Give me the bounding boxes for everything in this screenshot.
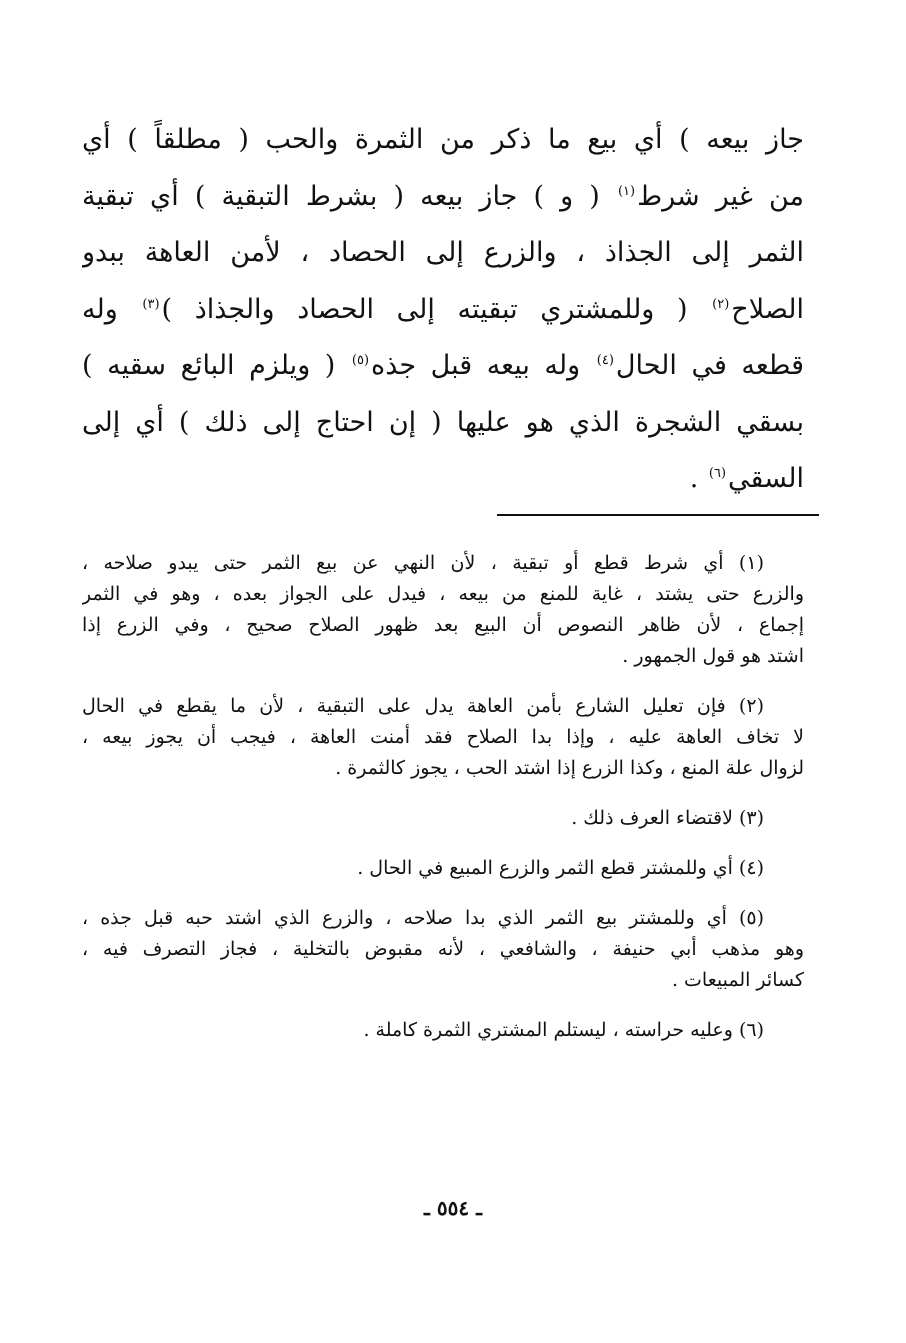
footnote-line: اشتد هو قول الجمهور .: [622, 645, 804, 667]
main-line: [82, 338, 804, 395]
footnote-line: إجماع ، لأن ظاهر النصوص أن البيع بعد ظهور الصلاح صحيح ، وفي الزرع إذا: [82, 614, 804, 636]
footnote-4: [82, 853, 804, 884]
main-line: [82, 112, 804, 169]
main-line-text: جاز بيعه ) أي بيع ما ذكر من الثمرة والحب ( مطلقاً ) أي: [82, 124, 804, 155]
footnote-marker-2: (٢): [712, 296, 730, 312]
main-line: [82, 451, 804, 508]
footnote-line: (٢) فإن تعليل الشارع بأمن العاهة يدل على التبقية ، لأن ما يقطع في الحال: [82, 695, 764, 717]
main-line: [82, 395, 804, 452]
footnotes: [82, 548, 804, 1046]
footnote-6: [82, 1015, 804, 1046]
main-line-text: .: [689, 463, 699, 494]
footnote-line: والزرع حتى يشتد ، غاية للمنع من بيعه ، فيدل على الجواز بعده ، وهو في الثمر: [82, 583, 804, 605]
main-line: [82, 169, 804, 226]
footnote-separator: [497, 514, 819, 516]
footnote-2: [82, 691, 804, 784]
footnote-line: (٤) أي وللمشتر قطع الثمر والزرع المبيع في الحال .: [357, 857, 764, 879]
main-line-text: وله بيعه قبل جذه: [371, 350, 581, 381]
main-line-text: من غير شرط: [637, 180, 804, 212]
footnote-marker-3: (٣): [142, 296, 160, 312]
footnote-line: (٥) أي وللمشتر بيع الثمر الذي بدا صلاحه ، والزرع الذي اشتد حبه قبل جذه ،: [82, 907, 764, 929]
footnote-line: كسائر المبيعات .: [671, 969, 804, 991]
footnote-line: (٦) وعليه حراسته ، ليستلم المشتري الثمرة كاملة .: [363, 1019, 764, 1041]
footnote-marker-5: (٥): [351, 353, 370, 368]
footnote-line: وهو مذهب أبي حنيفة ، والشافعي ، لأنه مقبوض بالتخلية ، فجاز التصرف فيه ،: [82, 938, 804, 960]
footnote-line: لزوال علة المنع ، وكذا الزرع إذا اشتد الحب ، يجوز كالثمرة .: [335, 757, 804, 779]
main-line-text: الثمر إلى الجذاذ ، والزرع إلى الحصاد ، لأمن العاهة ببدو: [82, 237, 804, 268]
main-line-text: السقي: [728, 463, 804, 494]
main-text: [82, 112, 804, 508]
main-line-text: قطعه في الحال: [615, 350, 804, 381]
footnote-marker-6: (٦): [708, 466, 727, 481]
main-line-text: الصلاح: [731, 293, 804, 325]
main-line-text: ( ويلزم البائع سقيه ): [82, 350, 336, 381]
main-line-text: ( وللمشتري تبقيته إلى الحصاد والجذاذ ): [161, 293, 688, 325]
footnote-5: [82, 903, 804, 996]
main-line: [82, 282, 804, 339]
main-line-text: ( و ) جاز بيعه ( بشرط التبقية ) أي تبقية: [82, 180, 600, 212]
footnote-marker-4: (٤): [596, 353, 614, 368]
main-line-text: وله: [82, 293, 118, 325]
footnote-line: (١) أي شرط قطع أو تبقية ، لأن النهي عن بيع الثمر حتى يبدو صلاحه ،: [82, 552, 764, 574]
main-line: [82, 225, 804, 282]
main-line-text: بسقي الشجرة الذي هو عليها ( إن احتاج إلى ذلك ) أي إلى: [82, 406, 804, 438]
footnote-line: لا تخاف العاهة عليه ، وإذا بدا الصلاح فقد أمنت العاهة ، فيجب أن يجوز بيعه ،: [82, 726, 804, 748]
footnote-3: [82, 803, 804, 834]
footnote-1: [82, 548, 804, 672]
footnote-marker-1: (١): [617, 183, 636, 199]
footnote-line: (٣) لاقتضاء العرف ذلك .: [571, 807, 764, 829]
page-number: ـ ٥٥٤ ـ: [424, 1196, 482, 1220]
